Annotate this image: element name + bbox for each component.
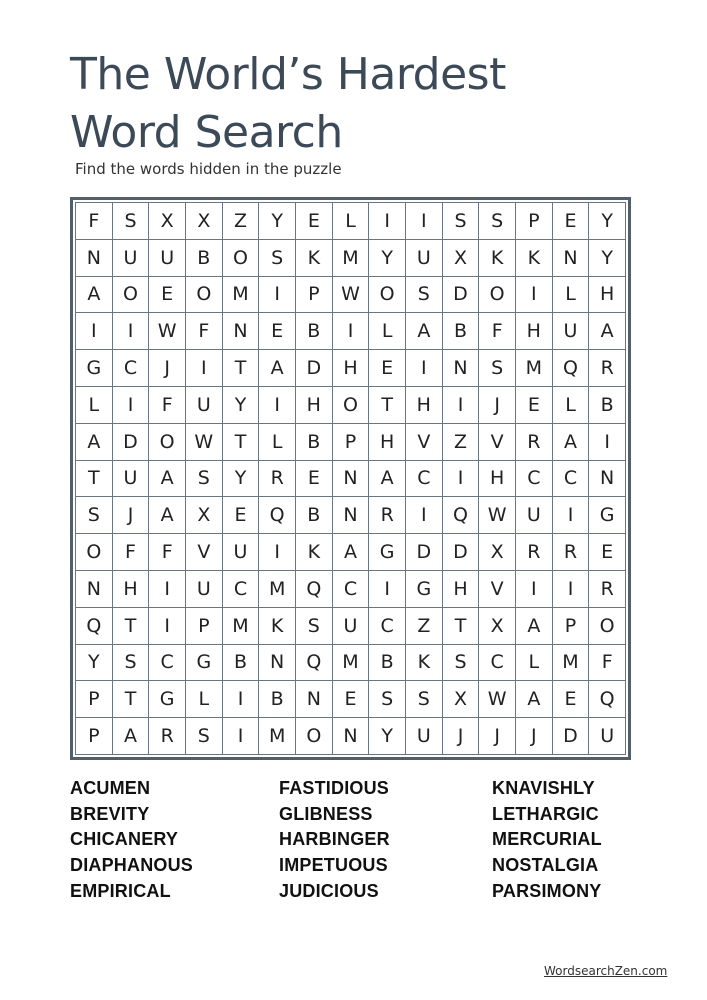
grid-cell[interactable]: R [369, 497, 406, 534]
grid-cell[interactable]: P [296, 277, 333, 314]
grid-cell[interactable]: M [333, 645, 370, 682]
grid-cell[interactable]: N [333, 718, 370, 755]
grid-cell[interactable]: O [589, 608, 626, 645]
grid-cell[interactable]: S [406, 681, 443, 718]
grid-cell[interactable]: H [296, 387, 333, 424]
grid-cell[interactable]: Z [443, 424, 480, 461]
grid-cell[interactable]: B [589, 387, 626, 424]
grid-cell[interactable]: O [149, 424, 186, 461]
word-list-item: FASTIDIOUS [279, 778, 390, 798]
grid-cell[interactable]: E [149, 277, 186, 314]
grid-cell[interactable]: S [406, 277, 443, 314]
page-title [70, 46, 506, 162]
grid-cell[interactable]: U [223, 534, 260, 571]
grid-cell[interactable]: T [369, 387, 406, 424]
grid-cell[interactable]: G [149, 681, 186, 718]
grid-cell[interactable]: C [113, 350, 150, 387]
grid-cell[interactable]: N [259, 645, 296, 682]
grid-cell[interactable]: G [369, 534, 406, 571]
grid-cell[interactable]: Z [406, 608, 443, 645]
grid-cell[interactable]: T [223, 424, 260, 461]
grid-cell[interactable]: O [186, 277, 223, 314]
grid-cell[interactable]: I [516, 571, 553, 608]
grid-cell[interactable]: F [186, 313, 223, 350]
grid-cell[interactable]: G [76, 350, 113, 387]
grid-cell[interactable]: K [296, 534, 333, 571]
grid-cell[interactable]: F [589, 645, 626, 682]
grid-cell[interactable]: B [186, 240, 223, 277]
grid-cell[interactable]: S [479, 203, 516, 240]
grid-cell[interactable]: I [516, 277, 553, 314]
grid-cell[interactable]: S [443, 203, 480, 240]
grid-cell[interactable]: P [553, 608, 590, 645]
grid-cell[interactable]: S [479, 350, 516, 387]
grid-cell[interactable]: H [479, 461, 516, 498]
grid-cell[interactable]: U [113, 240, 150, 277]
grid-cell[interactable]: K [406, 645, 443, 682]
grid-cell[interactable]: E [296, 203, 333, 240]
grid-cell[interactable]: O [113, 277, 150, 314]
word-column [70, 776, 193, 905]
grid-cell[interactable]: J [479, 387, 516, 424]
word-list-item: ACUMEN [70, 778, 151, 798]
grid-cell[interactable]: Y [589, 240, 626, 277]
grid-cell[interactable]: W [333, 277, 370, 314]
grid-cell[interactable]: R [589, 571, 626, 608]
grid-cell[interactable]: X [149, 203, 186, 240]
grid-cell[interactable]: W [186, 424, 223, 461]
grid-cell[interactable]: I [443, 461, 480, 498]
grid-cell[interactable]: K [259, 608, 296, 645]
grid-cell[interactable]: C [333, 571, 370, 608]
grid-cell[interactable]: T [76, 461, 113, 498]
grid-cell[interactable]: H [369, 424, 406, 461]
grid-cell[interactable]: R [259, 461, 296, 498]
grid-cell[interactable]: P [516, 203, 553, 240]
grid-cell[interactable]: Q [259, 497, 296, 534]
grid-cell[interactable]: Q [76, 608, 113, 645]
grid-cell[interactable]: T [443, 608, 480, 645]
grid-cell[interactable]: Q [589, 681, 626, 718]
grid-cell[interactable]: N [589, 461, 626, 498]
grid-cell[interactable]: A [259, 350, 296, 387]
grid-cell[interactable]: X [186, 203, 223, 240]
grid-cell[interactable]: B [259, 681, 296, 718]
word-list-item: DIAPHANOUS [70, 855, 194, 876]
grid-cell[interactable]: L [76, 387, 113, 424]
grid-cell[interactable]: N [76, 571, 113, 608]
grid-cell[interactable]: Y [223, 387, 260, 424]
grid-cell[interactable]: U [406, 718, 443, 755]
word-list [70, 776, 630, 908]
grid-cell[interactable]: O [296, 718, 333, 755]
grid-cell[interactable]: Y [259, 203, 296, 240]
grid-cell[interactable]: I [333, 313, 370, 350]
grid-cell[interactable]: Y [589, 203, 626, 240]
grid-cell[interactable]: I [223, 681, 260, 718]
grid-cell[interactable]: S [76, 497, 113, 534]
grid-cell[interactable]: R [516, 424, 553, 461]
grid-cell[interactable]: D [406, 534, 443, 571]
grid-cell[interactable]: H [443, 571, 480, 608]
grid-cell[interactable]: D [296, 350, 333, 387]
grid-cell[interactable]: E [259, 313, 296, 350]
grid-cell[interactable]: C [479, 645, 516, 682]
grid-cell[interactable]: A [516, 681, 553, 718]
grid-cell[interactable]: I [406, 497, 443, 534]
grid-cell[interactable]: C [149, 645, 186, 682]
grid-cell[interactable]: I [406, 350, 443, 387]
grid-cell[interactable]: H [406, 387, 443, 424]
grid-cell[interactable]: X [443, 240, 480, 277]
grid-cell[interactable]: M [259, 718, 296, 755]
grid-cell[interactable]: U [186, 571, 223, 608]
grid-cell[interactable]: S [443, 645, 480, 682]
grid-cell[interactable]: S [113, 203, 150, 240]
grid-cell[interactable]: N [223, 313, 260, 350]
grid-cell[interactable]: M [553, 645, 590, 682]
grid-cell[interactable]: C [369, 608, 406, 645]
grid-cell[interactable]: I [259, 387, 296, 424]
grid-cell[interactable]: D [113, 424, 150, 461]
grid-cell[interactable]: S [113, 645, 150, 682]
grid-cell[interactable]: L [516, 645, 553, 682]
grid-cell[interactable]: K [296, 240, 333, 277]
grid-cell[interactable]: U [113, 461, 150, 498]
word-list-item: PARSIMONY [492, 880, 602, 901]
grid-cell[interactable]: A [76, 277, 113, 314]
grid-cell[interactable]: Y [369, 240, 406, 277]
grid-cell[interactable]: E [369, 350, 406, 387]
grid-cell[interactable]: M [333, 240, 370, 277]
grid-cell[interactable]: E [333, 681, 370, 718]
grid-cell[interactable]: P [186, 608, 223, 645]
grid-cell[interactable]: F [149, 387, 186, 424]
grid-cell[interactable]: C [406, 461, 443, 498]
grid-cell[interactable]: Y [369, 718, 406, 755]
grid-cell[interactable]: Q [296, 571, 333, 608]
grid-cell[interactable]: E [553, 203, 590, 240]
grid-cell[interactable]: A [589, 313, 626, 350]
grid-cell[interactable]: T [223, 350, 260, 387]
grid-cell[interactable]: S [296, 608, 333, 645]
grid-cell[interactable]: L [553, 387, 590, 424]
grid-cell[interactable]: I [186, 350, 223, 387]
grid-cell[interactable]: A [149, 461, 186, 498]
grid-cell[interactable]: I [443, 387, 480, 424]
grid-cell[interactable]: W [479, 681, 516, 718]
grid-cell[interactable]: A [553, 424, 590, 461]
grid-cell[interactable]: O [479, 277, 516, 314]
grid-cell[interactable]: L [553, 277, 590, 314]
grid-cell[interactable]: I [589, 424, 626, 461]
grid-cell[interactable]: A [369, 461, 406, 498]
grid-cell[interactable]: X [479, 534, 516, 571]
grid-cell[interactable]: O [369, 277, 406, 314]
word-list-item: KNAVISHLY [492, 778, 595, 798]
grid-cell[interactable]: F [149, 534, 186, 571]
word-list-item: NOSTALGIA [492, 855, 599, 876]
grid-cell[interactable]: B [296, 424, 333, 461]
grid-cell[interactable]: D [443, 534, 480, 571]
grid-cell[interactable]: W [479, 497, 516, 534]
grid-cell[interactable]: G [406, 571, 443, 608]
grid-cell[interactable]: O [76, 534, 113, 571]
grid-cell[interactable]: K [479, 240, 516, 277]
grid-cell[interactable]: N [333, 497, 370, 534]
grid-cell[interactable]: A [113, 718, 150, 755]
grid-cell[interactable]: B [296, 497, 333, 534]
grid-cell[interactable]: B [296, 313, 333, 350]
word-list-item: BREVITY [70, 803, 150, 824]
grid-cell[interactable]: Y [223, 461, 260, 498]
grid-cell[interactable]: B [443, 313, 480, 350]
grid-cell[interactable]: A [333, 534, 370, 571]
grid-cell[interactable]: I [76, 313, 113, 350]
grid-cell[interactable]: A [516, 608, 553, 645]
word-list-item: CHICANERY [70, 829, 179, 850]
grid-cell[interactable]: V [479, 424, 516, 461]
grid-cell[interactable]: M [516, 350, 553, 387]
grid-cell[interactable]: R [149, 718, 186, 755]
word-list-item: EMPIRICAL [70, 880, 171, 901]
grid-cell[interactable]: J [443, 718, 480, 755]
grid-cell[interactable]: I [149, 571, 186, 608]
word-list-item: JUDICIOUS [279, 880, 379, 901]
title-line-2: Word Search [70, 107, 343, 158]
grid-cell[interactable]: I [149, 608, 186, 645]
grid-cell[interactable]: J [113, 497, 150, 534]
grid-cell[interactable]: T [113, 608, 150, 645]
grid-cell[interactable]: P [76, 681, 113, 718]
grid-cell[interactable]: S [369, 681, 406, 718]
grid-cell[interactable]: N [443, 350, 480, 387]
subtitle: Find the words hidden in the puzzle [75, 160, 342, 178]
grid-cell[interactable]: H [333, 350, 370, 387]
grid-cell[interactable]: I [113, 313, 150, 350]
grid-cell[interactable]: L [186, 681, 223, 718]
grid-cell[interactable]: I [553, 497, 590, 534]
grid-cell[interactable]: E [553, 681, 590, 718]
grid-cell[interactable]: H [113, 571, 150, 608]
grid-cell[interactable]: I [259, 277, 296, 314]
grid-cell[interactable]: D [553, 718, 590, 755]
grid-cell[interactable]: R [553, 534, 590, 571]
grid-cell[interactable]: V [479, 571, 516, 608]
grid-cell[interactable]: I [369, 203, 406, 240]
grid-cell[interactable]: G [186, 645, 223, 682]
word-list-item: LETHARGIC [492, 803, 599, 824]
grid-cell[interactable]: J [149, 350, 186, 387]
grid-cell[interactable]: M [259, 571, 296, 608]
grid-cell[interactable]: I [223, 718, 260, 755]
word-list-item: GLIBNESS [279, 803, 373, 824]
grid-cell[interactable]: C [223, 571, 260, 608]
grid-cell[interactable]: E [516, 387, 553, 424]
grid-cell[interactable]: E [296, 461, 333, 498]
word-list-item: HARBINGER [279, 829, 390, 850]
grid-cell[interactable]: Q [553, 350, 590, 387]
grid-cell[interactable]: U [516, 497, 553, 534]
grid-cell[interactable]: X [186, 497, 223, 534]
grid-cell[interactable]: Z [223, 203, 260, 240]
grid-cell[interactable]: I [369, 571, 406, 608]
puzzle-grid [70, 197, 631, 760]
grid-cell[interactable]: P [333, 424, 370, 461]
grid-cell[interactable]: F [113, 534, 150, 571]
grid-cell[interactable]: M [223, 608, 260, 645]
word-list-item: MERCURIAL [492, 829, 602, 850]
grid-cell[interactable]: E [589, 534, 626, 571]
grid-cell[interactable]: Y [76, 645, 113, 682]
letter-grid [75, 202, 626, 755]
grid-cell[interactable]: N [333, 461, 370, 498]
grid-cell[interactable]: I [113, 387, 150, 424]
grid-cell[interactable]: I [553, 571, 590, 608]
grid-cell[interactable]: J [479, 718, 516, 755]
grid-cell[interactable]: N [76, 240, 113, 277]
grid-cell[interactable]: L [333, 203, 370, 240]
grid-cell[interactable]: V [186, 534, 223, 571]
grid-cell[interactable]: F [479, 313, 516, 350]
grid-cell[interactable]: H [589, 277, 626, 314]
grid-cell[interactable]: L [369, 313, 406, 350]
grid-cell[interactable]: Q [443, 497, 480, 534]
title-line-1: The World’s Hardest [70, 49, 506, 100]
grid-cell[interactable]: O [223, 240, 260, 277]
grid-cell[interactable]: M [223, 277, 260, 314]
grid-cell[interactable]: W [149, 313, 186, 350]
grid-cell[interactable]: U [589, 718, 626, 755]
grid-cell[interactable]: I [259, 534, 296, 571]
grid-cell[interactable]: O [333, 387, 370, 424]
grid-cell[interactable]: X [479, 608, 516, 645]
grid-cell[interactable]: U [149, 240, 186, 277]
grid-cell[interactable]: U [333, 608, 370, 645]
grid-cell[interactable]: K [516, 240, 553, 277]
grid-cell[interactable]: N [296, 681, 333, 718]
grid-cell[interactable]: F [76, 203, 113, 240]
grid-cell[interactable]: L [259, 424, 296, 461]
grid-cell[interactable]: C [516, 461, 553, 498]
grid-cell[interactable]: S [186, 718, 223, 755]
grid-cell[interactable]: U [406, 240, 443, 277]
grid-cell[interactable]: N [553, 240, 590, 277]
grid-cell[interactable]: A [149, 497, 186, 534]
grid-cell[interactable]: B [223, 645, 260, 682]
grid-cell[interactable]: V [406, 424, 443, 461]
grid-cell[interactable]: J [516, 718, 553, 755]
grid-cell[interactable]: C [553, 461, 590, 498]
grid-cell[interactable]: P [76, 718, 113, 755]
grid-cell[interactable]: B [369, 645, 406, 682]
grid-cell[interactable]: D [443, 277, 480, 314]
word-column [279, 776, 390, 905]
grid-cell[interactable]: T [113, 681, 150, 718]
grid-cell[interactable]: H [516, 313, 553, 350]
grid-cell[interactable]: Q [296, 645, 333, 682]
grid-cell[interactable]: S [186, 461, 223, 498]
grid-cell[interactable]: G [589, 497, 626, 534]
grid-cell[interactable]: E [223, 497, 260, 534]
grid-cell[interactable]: R [589, 350, 626, 387]
grid-cell[interactable]: A [406, 313, 443, 350]
grid-cell[interactable]: S [259, 240, 296, 277]
grid-cell[interactable]: X [443, 681, 480, 718]
word-list-item: IMPETUOUS [279, 855, 388, 876]
grid-cell[interactable]: U [186, 387, 223, 424]
footer-link[interactable]: WordsearchZen.com [544, 964, 668, 978]
grid-cell[interactable]: A [76, 424, 113, 461]
grid-cell[interactable]: U [553, 313, 590, 350]
grid-cell[interactable]: I [406, 203, 443, 240]
word-column [492, 776, 602, 905]
grid-cell[interactable]: R [516, 534, 553, 571]
